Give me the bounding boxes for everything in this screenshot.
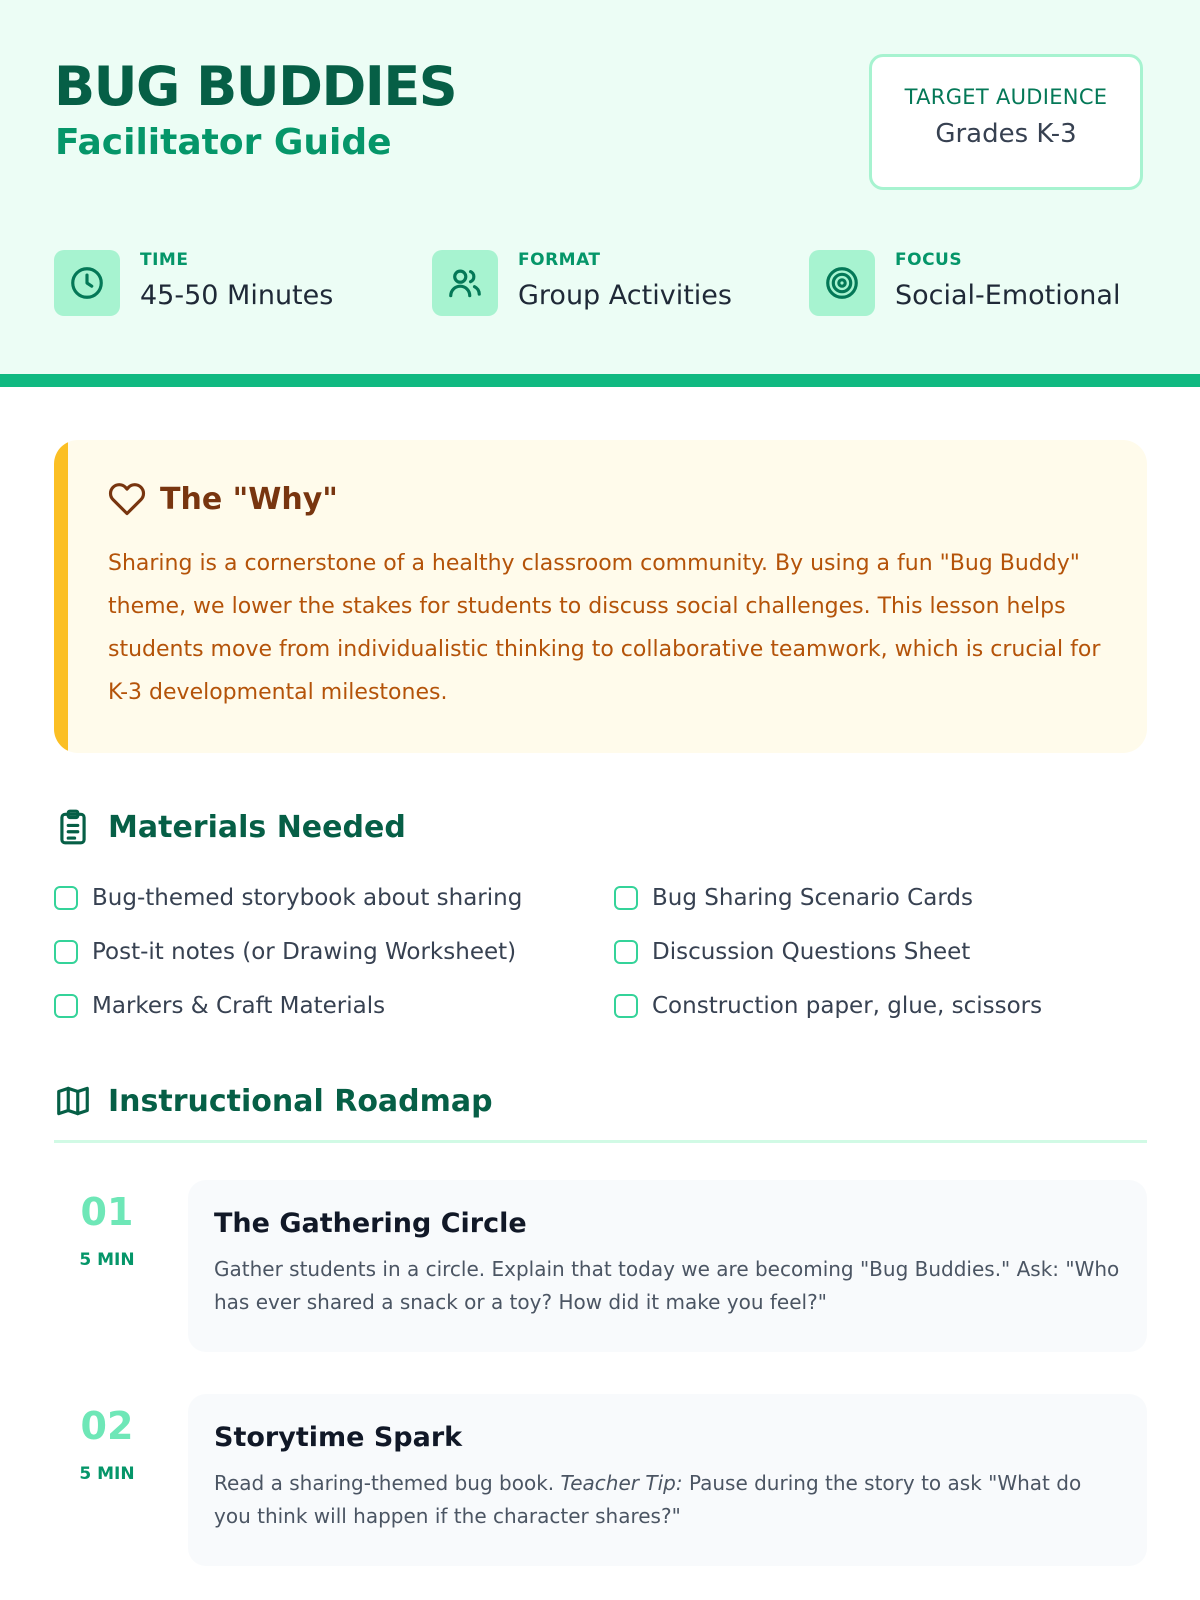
roadmap-divider — [54, 1140, 1147, 1143]
step-number: 02 — [80, 1404, 134, 1448]
page-title: BUG BUDDIES — [54, 55, 457, 118]
target-audience-value: Grades K-3 — [935, 119, 1077, 149]
step-duration: 5 MIN — [79, 1250, 135, 1270]
step-description-tail: Pause during the story to ask "What do you think will happen if the character shares?" — [214, 1471, 1082, 1528]
heart-icon — [108, 480, 146, 518]
material-label: Bug Sharing Scenario Cards — [652, 885, 973, 911]
why-accent-bar — [54, 440, 68, 753]
meta-value: 45-50 Minutes — [140, 280, 334, 311]
material-item[interactable] — [54, 988, 614, 1024]
step-duration: 5 MIN — [79, 1464, 135, 1484]
header-divider — [0, 374, 1200, 387]
material-checkbox[interactable] — [614, 940, 638, 964]
clock-icon — [54, 250, 120, 316]
material-label: Construction paper, glue, scissors — [652, 993, 1043, 1019]
material-checkbox[interactable] — [54, 886, 78, 910]
step-title: Storytime Spark — [214, 1422, 463, 1453]
map-icon — [54, 1082, 92, 1120]
material-checkbox[interactable] — [54, 994, 78, 1018]
step-title: The Gathering Circle — [214, 1208, 527, 1239]
material-label: Bug-themed storybook about sharing — [92, 885, 523, 911]
step-number: 01 — [80, 1190, 134, 1234]
material-item[interactable] — [54, 934, 614, 970]
teacher-tip-label: Teacher Tip: — [560, 1471, 683, 1495]
material-label: Markers & Craft Materials — [92, 993, 386, 1019]
meta-value: Social-Emotional — [895, 280, 1121, 311]
step-description-lead: Read a sharing-themed bug book. — [214, 1471, 555, 1495]
why-text: Sharing is a cornerstone of a healthy classroom community. By using a fun "Bug Buddy" theme, we lower the stakes for students to discuss social challenges. This lesson helps students move from individualistic thinking to collaborative teamwork, which is crucial for K-3 developmental milestones. — [108, 551, 1101, 705]
target-audience-card — [869, 54, 1143, 190]
material-label: Post-it notes (or Drawing Worksheet) — [92, 939, 517, 965]
materials-list — [54, 880, 1147, 1024]
material-checkbox[interactable] — [614, 994, 638, 1018]
material-label: Discussion Questions Sheet — [652, 939, 971, 965]
materials-heading — [54, 808, 406, 846]
material-item[interactable] — [614, 934, 1147, 970]
meta-label: TIME — [140, 250, 189, 270]
why-card — [54, 440, 1147, 753]
step-description — [214, 1467, 1121, 1533]
step-description: Gather students in a circle. Explain that today we are becoming "Bug Buddies." Ask: "Who has ever shared a snack or a toy? How did it make you feel?" — [214, 1257, 1120, 1314]
meta-label: FOCUS — [895, 250, 963, 270]
material-item[interactable] — [614, 880, 1147, 916]
roadmap-heading — [54, 1082, 493, 1120]
step-card — [188, 1180, 1147, 1352]
clipboard-icon — [54, 808, 92, 846]
material-checkbox[interactable] — [614, 886, 638, 910]
meta-label: FORMAT — [518, 250, 601, 270]
target-audience-label: TARGET AUDIENCE — [904, 85, 1108, 109]
material-item[interactable] — [614, 988, 1147, 1024]
meta-value: Group Activities — [518, 280, 732, 311]
material-item[interactable] — [54, 880, 614, 916]
step-card — [188, 1394, 1147, 1566]
material-checkbox[interactable] — [54, 940, 78, 964]
why-title — [108, 480, 338, 518]
header — [0, 0, 1200, 374]
users-icon — [432, 250, 498, 316]
materials-title: Materials Needed — [108, 809, 406, 845]
target-icon — [809, 250, 875, 316]
why-title-text: The "Why" — [160, 481, 338, 517]
roadmap-title: Instructional Roadmap — [108, 1083, 493, 1119]
page-subtitle: Facilitator Guide — [55, 122, 392, 163]
